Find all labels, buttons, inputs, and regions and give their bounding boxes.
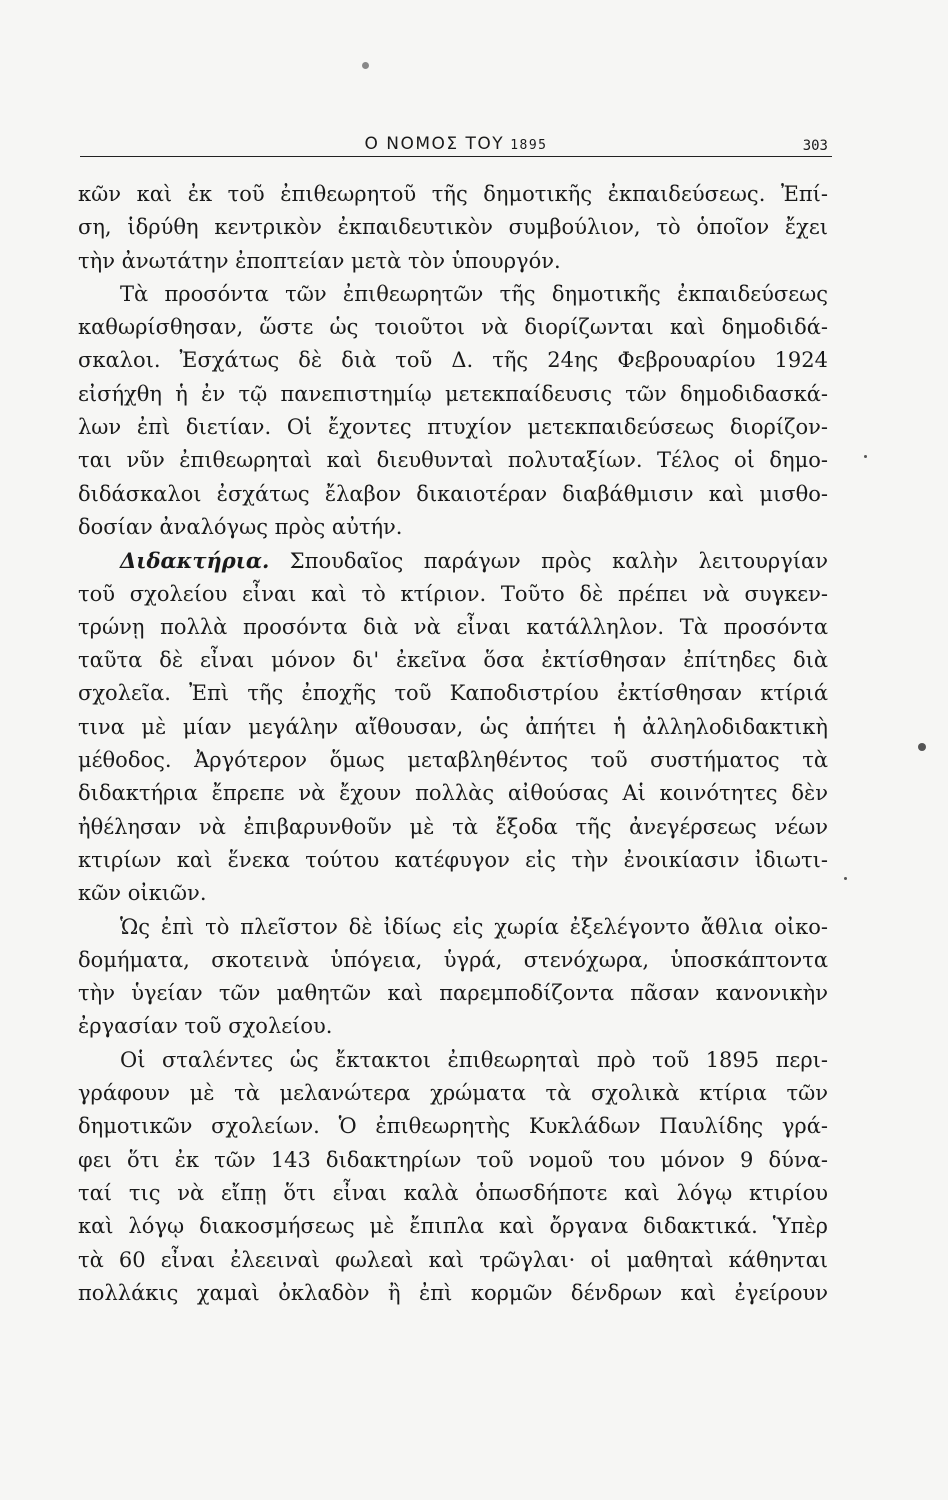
text-line: εἰσήχθη ἡ ἐν τῷ πανεπιστημίῳ μετεκπαίδευσις τῶν δημοδιδασκά-	[78, 381, 828, 406]
body-text	[78, 178, 828, 1310]
scan-speck	[844, 877, 847, 880]
text-line: σχολεῖα. Ἐπὶ τῆς ἐποχῆς τοῦ Καποδιστρίου ἐκτίσθησαν κτίριά	[78, 681, 828, 706]
text-line: ται νῦν ἐπιθεωρηταὶ καὶ διευθυνταὶ πολυταξίων. Τέλος οἱ δημο-	[78, 448, 828, 473]
text-line: μέθοδος. Ἀργότερον ὅμως μεταβληθέντος τοῦ συστήματος τὰ	[78, 748, 828, 773]
heading-line-text: Σπουδαῖος παράγων πρὸς καλὴν λειτουργίαν	[289, 549, 828, 574]
text-line: διδακτήρια ἔπρεπε νὰ ἔχουν πολλὰς αἰθούσας Αἱ κοινότητες δὲν	[78, 781, 828, 806]
text-line: ση, ἱδρύθη κεντρικὸν ἐκπαιδευτικὸν συμβούλιον, τὸ ὁποῖον ἔχει	[78, 215, 828, 240]
text-line: δημοτικῶν σχολείων. Ὁ ἐπιθεωρητὴς Κυκλάδων Παυλίδης γρά-	[78, 1114, 828, 1139]
text-line: καὶ λόγῳ διακοσμήσεως μὲ ἔπιπλα καὶ ὄργανα διδακτικά. Ὑπὲρ	[78, 1214, 828, 1239]
scan-speck	[918, 743, 926, 751]
text-line: Τὰ προσόντα τῶν ἐπιθεωρητῶν τῆς δημοτικῆς ἐκπαιδεύσεως	[120, 281, 828, 306]
text-line	[78, 544, 828, 577]
text-line: γράφουν μὲ τὰ μελανώτερα χρώματα τὰ σχολικὰ κτίρια τῶν	[78, 1081, 828, 1106]
text-line: τὴν ὑγείαν τῶν μαθητῶν καὶ παρεμποδίζοντα πᾶσαν κανονικὴν	[78, 981, 828, 1006]
scan-speck	[362, 62, 369, 69]
text-line: ἠθέλησαν νὰ ἐπιβαρυνθοῦν μὲ τὰ ἔξοδα τῆς ἀνεγέρσεως νέων	[78, 814, 828, 839]
text-line: Ὡς ἐπὶ τὸ πλεῖστον δὲ ἰδίως εἰς χωρία ἐξελέγοντο ἄθλια οἰκο-	[120, 914, 828, 939]
text-line: διδάσκαλοι ἐσχάτως ἔλαβον δικαιοτέραν διαβάθμισιν καὶ μισθο-	[78, 481, 828, 506]
text-line: τινα μὲ μίαν μεγάλην αἴθουσαν, ὡς ἀπήτει ἡ ἀλληλοδιδακτικὴ	[78, 714, 828, 739]
text-line: σκαλοι. Ἐσχάτως δὲ διὰ τοῦ Δ. τῆς 24ης Φεβρουαρίου 1924	[78, 348, 828, 373]
header-rule	[80, 156, 832, 157]
paragraph	[78, 178, 828, 278]
header-title-text: Ο ΝΟΜΟΣ ΤΟΥ	[364, 134, 505, 154]
text-line: καθωρίσθησαν, ὥστε ὡς τοιοῦτοι νὰ διορίζωνται καὶ δημοδιδά-	[78, 315, 828, 340]
paragraph	[78, 544, 828, 910]
header-title	[80, 134, 832, 154]
text-line: δοσίαν ἀναλόγως πρὸς αὐτήν.	[78, 514, 403, 539]
text-line: κτιρίων καὶ ἕνεκα τούτου κατέφυγον εἰς τὴν ἐνοικίασιν ἰδιωτι-	[78, 847, 828, 872]
text-line: λων ἐπὶ διετίαν. Οἱ ἔχοντες πτυχίον μετεκπαιδεύσεως διορίζον-	[78, 415, 828, 440]
text-line: τὴν ἀνωτάτην ἐποπτείαν μετὰ τὸν ὑπουργόν.	[78, 248, 561, 273]
scan-speck	[864, 455, 867, 458]
paragraph	[78, 1044, 828, 1310]
text-line: τρώνῃ πολλὰ προσόντα διὰ νὰ εἶναι κατάλληλον. Τὰ προσόντα	[78, 614, 828, 639]
text-line: τὰ 60 εἶναι ἐλεειναὶ φωλεαὶ καὶ τρῶγλαι· οἱ μαθηταὶ κάθηνται	[78, 1247, 828, 1272]
text-line: δομήματα, σκοτεινὰ ὑπόγεια, ὑγρά, στενόχωρα, ὑποσκάπτοντα	[78, 947, 828, 972]
paragraph	[78, 911, 828, 1044]
text-line: ταί τις νὰ εἴπῃ ὅτι εἶναι καλὰ ὁπωσδήποτε καὶ λόγῳ κτιρίου	[78, 1180, 828, 1205]
page-number: 303	[802, 138, 828, 154]
text-line: τοῦ σχολείου εἶναι καὶ τὸ κτίριον. Τοῦτο δὲ πρέπει νὰ συγκεν-	[78, 581, 828, 606]
text-line: κῶν καὶ ἐκ τοῦ ἐπιθεωρητοῦ τῆς δημοτικῆς ἐκπαιδεύσεως. Ἐπί-	[78, 182, 828, 206]
text-line: Οἱ σταλέντες ὡς ἔκτακτοι ἐπιθεωρηταὶ πρὸ τοῦ 1895 περι-	[120, 1047, 828, 1072]
running-header	[80, 132, 832, 166]
header-year: 1895	[510, 138, 548, 153]
section-heading: Διδακτήρια.	[120, 548, 270, 574]
text-line: κῶν οἰκιῶν.	[78, 881, 207, 906]
paragraph	[78, 278, 828, 544]
text-line: πολλάκις χαμαὶ ὀκλαδὸν ἢ ἐπὶ κορμῶν δένδρων καὶ ἐγείρουν	[78, 1280, 828, 1305]
text-line: ἐργασίαν τοῦ σχολείου.	[78, 1014, 333, 1039]
text-line: ταῦτα δὲ εἶναι μόνον δι' ἐκεῖνα ὅσα ἐκτίσθησαν ἐπίτηδες διὰ	[78, 648, 828, 673]
text-line: φει ὅτι ἐκ τῶν 143 διδακτηρίων τοῦ νομοῦ του μόνον 9 δύνα-	[78, 1147, 828, 1172]
